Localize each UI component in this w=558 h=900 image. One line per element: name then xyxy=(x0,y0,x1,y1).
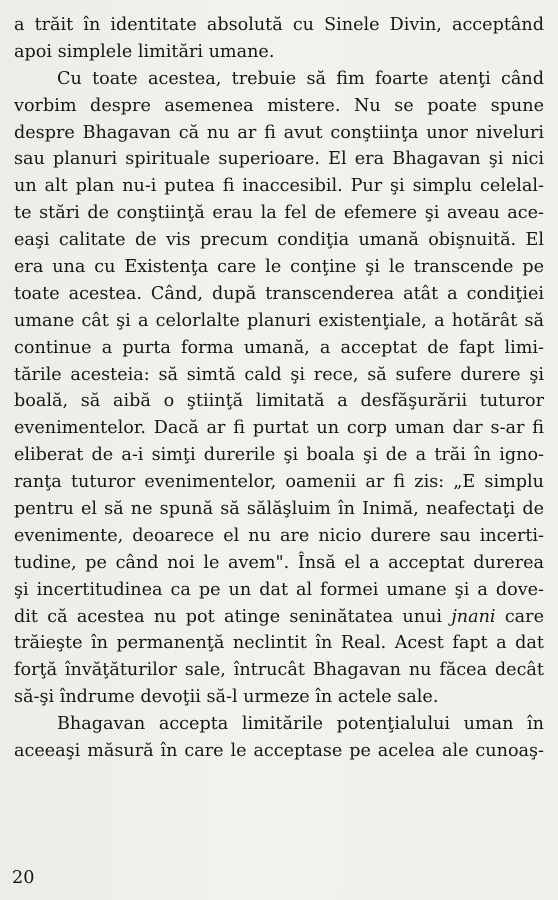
text-line: eliberat de a-i simţi durerile şi boala şi de a trăi în igno- xyxy=(14,445,544,466)
text-line: sau planuri spirituale superioare. El era Bhagavan şi nici xyxy=(14,149,544,170)
text-line: toate acestea. Când, după transcenderea atât a condiţiei xyxy=(14,283,544,304)
text-line: a trăit în identitate absolută cu Sinele Divin, acceptând xyxy=(14,15,544,35)
text-line: te stări de conştiinţă erau la fel de efemere şi aveau ace- xyxy=(14,203,544,224)
text-line-with-italic xyxy=(14,604,544,631)
text-line: despre Bhagavan că nu ar fi avut conştiinţa unor niveluri xyxy=(14,122,544,143)
text-line: ranţa tuturor evenimentelor, oamenii ar fi zis: „E simplu xyxy=(14,472,544,493)
paragraph-start-line: Cu toate acestea, trebuie să fim foarte atenţi când xyxy=(57,68,544,89)
paragraph-start-line: Bhagavan accepta limitările potenţialului uman în xyxy=(57,714,544,735)
text-line: pentru el să ne spună să sălăşluim în Inimă, neafectaţi de xyxy=(14,499,544,520)
text-fragment: care xyxy=(504,606,544,627)
text-line: apoi simplele limitări umane. xyxy=(14,41,275,62)
text-line: eaşi calitate de vis precum condiţia umană obişnuită. El xyxy=(14,230,544,251)
text-line: evenimente, deoarece el nu are nicio durere sau incerti- xyxy=(14,525,544,546)
text-line: şi incertitudinea ca pe un dat al formei umane şi a dove- xyxy=(14,579,544,600)
text-line: trăieşte în permanenţă neclintit în Real. Acest fapt a dat xyxy=(14,633,544,654)
text-line: tudine, pe când noi le avem". Însă el a acceptat durerea xyxy=(14,552,544,573)
text-line: un alt plan nu-i putea fi inaccesibil. Pur şi simplu celelal- xyxy=(14,176,544,197)
text-line: să-şi îndrume devoţii să-l urmeze în actele sale. xyxy=(14,687,439,708)
text-line: boală, să aibă o ştiinţă limitată a desfăşurării tuturor xyxy=(14,391,544,412)
text-line: forţă învăţăturilor sale, întrucât Bhagavan nu făcea decât xyxy=(14,660,544,681)
text-line: era una cu Existenţa care le conţine şi le transcende pe xyxy=(14,257,544,278)
italic-term: jnani xyxy=(451,606,496,627)
text-line: umane cât şi a celorlalte planuri existenţiale, a hotărât să xyxy=(14,310,544,331)
text-line: tările acesteia: să simtă cald şi rece, să sufere durere şi xyxy=(14,364,544,385)
text-line: aceeaşi măsură în care le acceptase pe acelea ale cunoaş- xyxy=(14,741,544,762)
text-line: evenimentelor. Dacă ar fi purtat un corp uman dar s-ar fi xyxy=(14,418,544,439)
body-text xyxy=(14,12,544,765)
text-line: continue a purta forma umană, a acceptat de fapt limi- xyxy=(14,337,544,358)
text-fragment: dit că acestea nu pot atinge seninătatea unui xyxy=(14,606,443,627)
page-number: 20 xyxy=(12,868,35,888)
text-line: vorbim despre asemenea mistere. Nu se poate spune xyxy=(14,95,544,116)
